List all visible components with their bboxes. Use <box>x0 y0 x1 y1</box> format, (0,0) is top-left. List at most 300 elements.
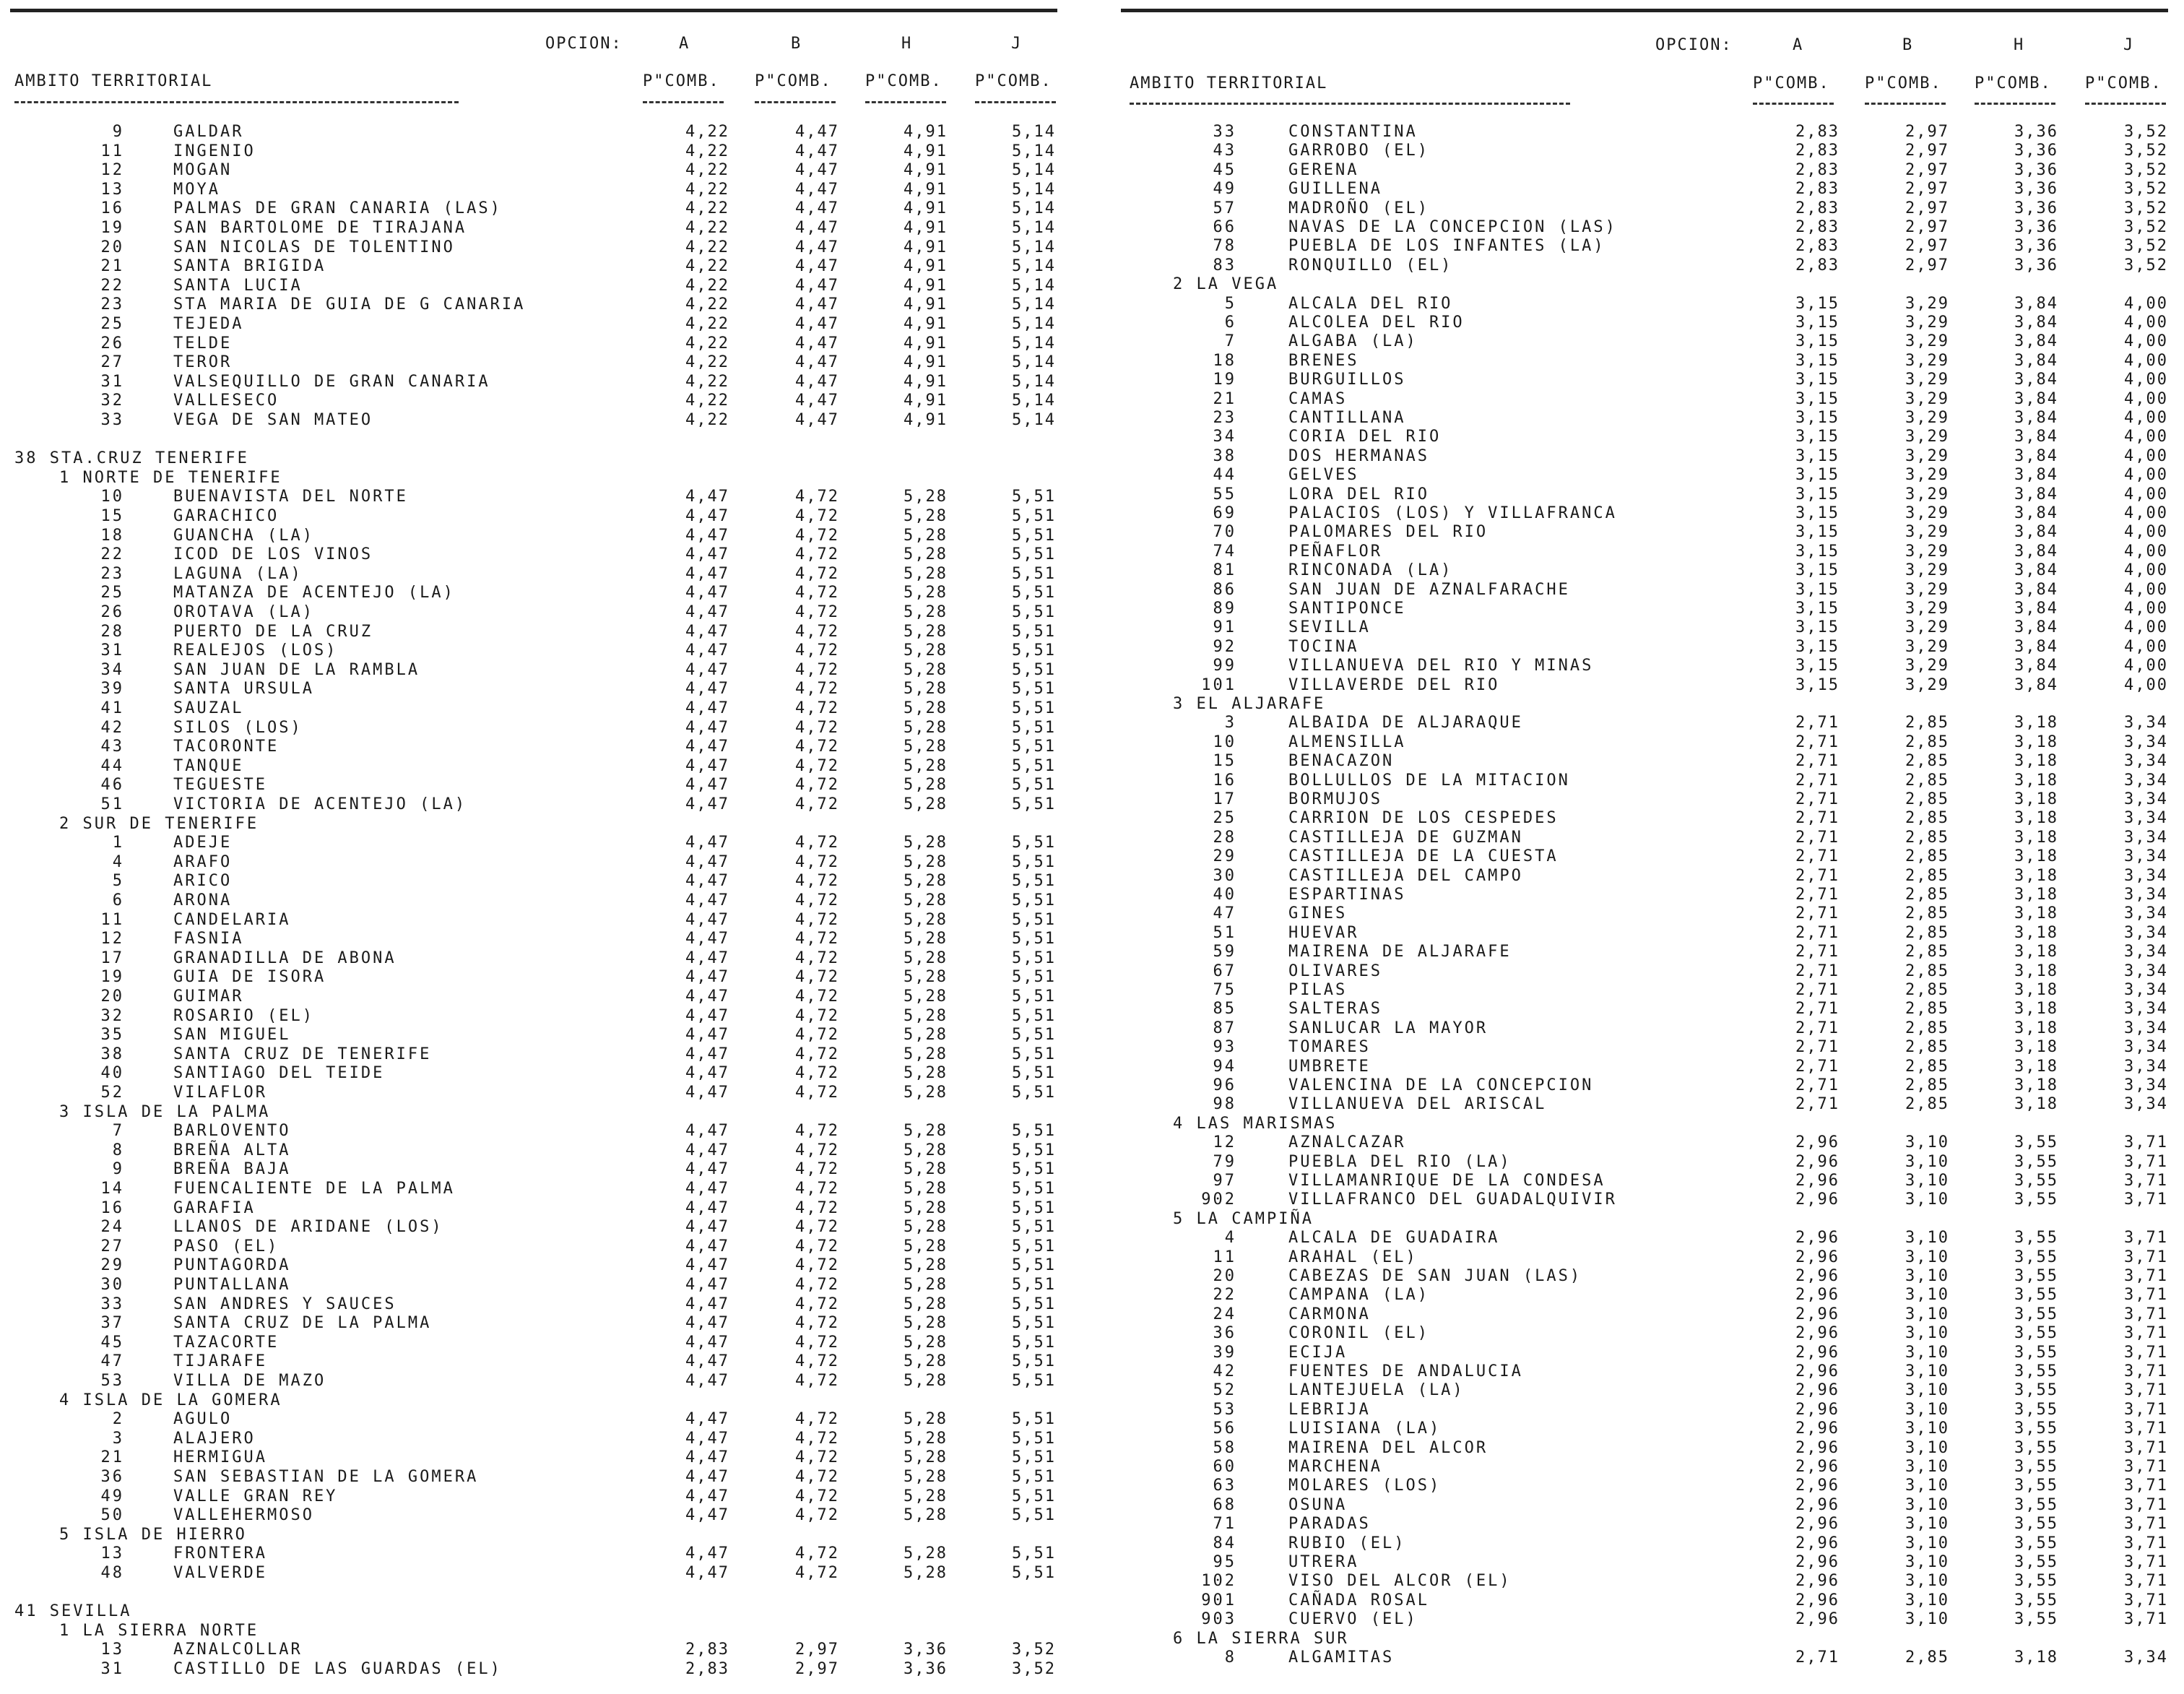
municipality-name: GUIA DE ISORA <box>173 968 326 987</box>
value-option-h: 3,55 <box>2014 1133 2058 1152</box>
municipality-code: 7 <box>112 1122 124 1141</box>
table-row <box>0 1064 1092 1083</box>
comarca-heading: 4 LAS MARISMAS <box>1173 1114 1338 1133</box>
table-row <box>0 795 1092 814</box>
municipality-code: 25 <box>100 584 124 602</box>
value-option-h: 3,55 <box>2014 1591 2058 1609</box>
value-option-j: 5,51 <box>1012 1160 1056 1179</box>
municipality-code: 83 <box>1213 256 1236 275</box>
value-option-h: 4,91 <box>904 199 948 218</box>
municipality-code: 22 <box>100 545 124 564</box>
table-row <box>1092 237 2184 256</box>
municipality-code: 20 <box>1213 1267 1236 1285</box>
municipality-code: 78 <box>1213 237 1236 256</box>
value-option-h: 5,28 <box>904 968 948 987</box>
value-option-a: 4,47 <box>685 852 729 871</box>
value-option-b: 4,47 <box>795 353 839 372</box>
municipality-name: ARICO <box>173 872 233 891</box>
table-row <box>0 1372 1092 1391</box>
value-option-j: 5,14 <box>1012 123 1056 141</box>
value-option-h: 5,28 <box>904 1487 948 1505</box>
value-option-a: 2,96 <box>1795 1458 1840 1476</box>
value-option-h: 5,28 <box>904 738 948 756</box>
value-option-j: 5,51 <box>1012 1064 1056 1083</box>
value-option-h: 3,36 <box>2014 180 2058 199</box>
col-b-underline <box>755 101 836 103</box>
table-row <box>0 1468 1092 1487</box>
value-option-a: 2,71 <box>1795 752 1840 771</box>
value-option-b: 3,29 <box>1905 580 1949 599</box>
value-option-j: 4,00 <box>2124 561 2168 580</box>
table-row <box>1092 161 2184 180</box>
municipality-name: CARRION DE LOS CESPEDES <box>1288 809 1559 828</box>
value-option-h: 5,28 <box>904 1333 948 1352</box>
col-h-label: P"COMB. <box>865 72 942 90</box>
table-row <box>1092 180 2184 199</box>
municipality-code: 22 <box>1213 1286 1236 1305</box>
table-row <box>1092 847 2184 866</box>
table-row <box>0 661 1092 680</box>
municipality-code: 40 <box>1213 886 1236 904</box>
value-option-a: 2,96 <box>1795 1591 1840 1609</box>
table-row <box>0 1007 1092 1026</box>
value-option-h: 3,84 <box>2014 351 2058 370</box>
comarca-heading: 4 ISLA DE LA GOMERA <box>59 1391 282 1409</box>
value-option-j: 5,14 <box>1012 219 1056 237</box>
municipality-name: FUENCALIENTE DE LA PALMA <box>173 1180 455 1198</box>
value-option-h: 5,28 <box>904 910 948 929</box>
municipality-name: LLANOS DE ARIDANE (LOS) <box>173 1218 443 1237</box>
value-option-h: 3,84 <box>2014 523 2058 542</box>
value-option-j: 3,71 <box>2124 1229 2168 1248</box>
value-option-a: 4,47 <box>685 1352 729 1371</box>
value-option-b: 3,10 <box>1905 1400 1949 1419</box>
table-row <box>1092 1076 2184 1095</box>
table-row <box>1092 123 2184 142</box>
value-option-a: 2,96 <box>1795 1362 1840 1380</box>
value-option-b: 3,10 <box>1905 1477 1949 1495</box>
value-option-a: 4,47 <box>685 891 729 909</box>
table-row <box>0 1544 1092 1563</box>
value-option-j: 5,51 <box>1012 1448 1056 1467</box>
option-a: A <box>1793 36 1804 54</box>
municipality-code: 33 <box>1213 123 1236 141</box>
value-option-a: 4,22 <box>685 219 729 237</box>
municipality-code: 5 <box>112 872 124 891</box>
value-option-a: 3,15 <box>1795 675 1840 694</box>
comarca-heading: 1 NORTE DE TENERIFE <box>59 468 282 487</box>
top-rule <box>10 9 1057 12</box>
municipality-code: 41 <box>100 699 124 717</box>
municipality-name: SANTA CRUZ DE LA PALMA <box>173 1314 432 1333</box>
value-option-a: 2,83 <box>1795 180 1840 199</box>
municipality-name: GARROBO (EL) <box>1288 142 1429 160</box>
municipality-code: 89 <box>1213 600 1236 618</box>
municipality-code: 56 <box>1213 1419 1236 1438</box>
table-row <box>1092 1553 2184 1572</box>
value-option-b: 4,72 <box>795 1064 839 1083</box>
value-option-a: 2,96 <box>1795 1400 1840 1419</box>
table-row <box>1092 790 2184 809</box>
value-option-a: 4,47 <box>685 564 729 583</box>
value-option-b: 4,72 <box>795 1045 839 1063</box>
table-row <box>1092 1534 2184 1553</box>
municipality-name: ADEJE <box>173 834 233 852</box>
table-row <box>1092 1248 2184 1267</box>
municipality-name: SALTERAS <box>1288 1000 1382 1019</box>
value-option-j: 3,34 <box>2124 752 2168 771</box>
table-row <box>1092 1401 2184 1419</box>
value-option-j: 5,14 <box>1012 257 1056 276</box>
value-option-j: 3,52 <box>2124 180 2168 199</box>
value-option-a: 4,47 <box>685 1410 729 1429</box>
value-option-a: 3,15 <box>1795 446 1840 465</box>
value-option-b: 2,85 <box>1905 809 1949 828</box>
value-option-j: 5,51 <box>1012 852 1056 871</box>
table-row <box>1092 752 2184 771</box>
municipality-name: CASTILLEJA DE GUZMAN <box>1288 828 1523 847</box>
municipality-code: 19 <box>100 219 124 237</box>
value-option-j: 5,51 <box>1012 1045 1056 1063</box>
value-option-a: 4,47 <box>685 1314 729 1333</box>
municipality-code: 35 <box>100 1026 124 1045</box>
value-option-b: 4,72 <box>795 1276 839 1294</box>
municipality-code: 70 <box>1213 523 1236 542</box>
municipality-code: 14 <box>100 1180 124 1198</box>
municipality-name: BOLLULLOS DE LA MITACION <box>1288 771 1570 790</box>
table-row <box>0 603 1092 622</box>
municipality-code: 8 <box>1224 1648 1236 1667</box>
value-option-b: 2,85 <box>1905 714 1949 733</box>
value-option-h: 3,84 <box>2014 580 2058 599</box>
value-option-j: 5,14 <box>1012 238 1056 256</box>
value-option-j: 3,71 <box>2124 1515 2168 1534</box>
municipality-code: 15 <box>1213 752 1236 771</box>
table-row <box>1092 428 2184 446</box>
value-option-j: 5,51 <box>1012 795 1056 813</box>
value-option-b: 3,10 <box>1905 1229 1949 1248</box>
value-option-a: 2,71 <box>1795 1076 1840 1094</box>
value-option-h: 3,18 <box>2014 809 2058 828</box>
value-option-h: 5,28 <box>904 834 948 852</box>
value-option-b: 2,85 <box>1905 752 1949 771</box>
value-option-a: 2,71 <box>1795 809 1840 828</box>
value-option-a: 4,22 <box>685 123 729 141</box>
value-option-b: 2,85 <box>1905 1076 1949 1094</box>
value-option-a: 4,22 <box>685 180 729 199</box>
value-option-b: 2,85 <box>1905 847 1949 866</box>
value-option-j: 5,51 <box>1012 1026 1056 1045</box>
value-option-a: 3,15 <box>1795 428 1840 446</box>
value-option-a: 3,15 <box>1795 466 1840 485</box>
municipality-code: 34 <box>1213 428 1236 446</box>
value-option-j: 4,00 <box>2124 542 2168 561</box>
value-option-b: 4,72 <box>795 738 839 756</box>
table-row <box>0 411 1092 430</box>
municipality-name: MOYA <box>173 180 220 199</box>
table-row <box>1092 1133 2184 1152</box>
municipality-code: 26 <box>100 334 124 353</box>
value-option-j: 3,34 <box>2124 1648 2168 1667</box>
value-option-b: 4,72 <box>795 1141 839 1159</box>
table-row <box>0 219 1092 238</box>
municipality-name: PALMAS DE GRAN CANARIA (LAS) <box>173 199 502 218</box>
value-option-b: 4,72 <box>795 1487 839 1505</box>
table-row <box>1092 1305 2184 1324</box>
value-option-b: 4,47 <box>795 199 839 218</box>
value-option-a: 2,83 <box>685 1660 729 1678</box>
municipality-name: VALSEQUILLO DE GRAN CANARIA <box>173 372 490 391</box>
municipality-name: BREÑA ALTA <box>173 1141 291 1159</box>
value-option-j: 5,51 <box>1012 545 1056 564</box>
value-option-h: 3,55 <box>2014 1572 2058 1591</box>
value-option-h: 3,36 <box>2014 142 2058 160</box>
table-row <box>0 738 1092 756</box>
municipality-code: 7 <box>1224 332 1236 351</box>
value-option-j: 3,71 <box>2124 1362 2168 1380</box>
value-option-b: 2,85 <box>1905 828 1949 847</box>
municipality-code: 32 <box>100 392 124 410</box>
value-option-a: 3,15 <box>1795 371 1840 389</box>
value-option-h: 4,91 <box>904 392 948 410</box>
municipality-name: PUERTO DE LA CRUZ <box>173 622 373 641</box>
municipality-code: 57 <box>1213 199 1236 217</box>
value-option-b: 4,72 <box>795 1429 839 1448</box>
value-option-j: 3,34 <box>2124 1076 2168 1094</box>
value-option-a: 2,96 <box>1795 1286 1840 1305</box>
value-option-h: 3,36 <box>2014 199 2058 217</box>
value-option-a: 4,47 <box>685 641 729 660</box>
table-row <box>1092 332 2184 351</box>
table-row <box>0 1352 1092 1371</box>
value-option-j: 5,51 <box>1012 834 1056 852</box>
municipality-code: 13 <box>100 180 124 199</box>
value-option-h: 5,28 <box>904 507 948 525</box>
value-option-a: 2,71 <box>1795 1038 1840 1057</box>
value-option-j: 3,34 <box>2124 790 2168 808</box>
table-row <box>0 719 1092 738</box>
municipality-code: 87 <box>1213 1019 1236 1037</box>
table-row <box>0 1448 1092 1467</box>
municipality-code: 102 <box>1201 1572 1236 1591</box>
value-option-j: 3,71 <box>2124 1133 2168 1152</box>
value-option-h: 3,55 <box>2014 1400 2058 1419</box>
municipality-code: 45 <box>1213 160 1236 179</box>
municipality-name: GALDAR <box>173 123 244 141</box>
value-option-h: 3,55 <box>2014 1477 2058 1495</box>
value-option-h: 3,18 <box>2014 1019 2058 1037</box>
municipality-name: GARACHICO <box>173 507 280 525</box>
value-option-a: 3,15 <box>1795 485 1840 504</box>
value-option-h: 3,18 <box>2014 752 2058 771</box>
municipality-name: VALENCINA DE LA CONCEPCION <box>1288 1076 1594 1094</box>
value-option-j: 3,71 <box>2124 1248 2168 1266</box>
value-option-h: 3,18 <box>2014 943 2058 961</box>
municipality-name: SANTA LUCIA <box>173 276 303 295</box>
value-option-b: 4,72 <box>795 1006 839 1025</box>
value-option-a: 4,47 <box>685 968 729 987</box>
value-option-h: 3,18 <box>2014 866 2058 885</box>
municipality-name: AZNALCAZAR <box>1288 1133 1406 1152</box>
value-option-j: 5,51 <box>1012 1333 1056 1352</box>
value-option-j: 3,34 <box>2124 886 2168 904</box>
table-row <box>0 699 1092 718</box>
table-row <box>1092 1190 2184 1209</box>
municipality-code: 47 <box>1213 904 1236 923</box>
table-row <box>0 1160 1092 1179</box>
municipality-code: 97 <box>1213 1172 1236 1190</box>
table-row <box>1092 409 2184 428</box>
value-option-a: 2,83 <box>1795 237 1840 256</box>
comarca-heading: 3 EL ALJARAFE <box>1173 695 1326 713</box>
value-option-b: 4,72 <box>795 1180 839 1198</box>
value-option-j: 5,51 <box>1012 948 1056 967</box>
table-row <box>0 834 1092 852</box>
table-row <box>1092 638 2184 657</box>
table-row <box>1092 1153 2184 1172</box>
value-option-b: 4,47 <box>795 219 839 237</box>
municipality-name: ROSARIO (EL) <box>173 1006 314 1025</box>
value-option-j: 5,51 <box>1012 1237 1056 1256</box>
table-row <box>1092 1591 2184 1610</box>
value-option-j: 3,34 <box>2124 866 2168 885</box>
municipality-code: 91 <box>1213 618 1236 637</box>
value-option-h: 3,18 <box>2014 1000 2058 1019</box>
right-page <box>1092 0 2184 1694</box>
municipality-code: 101 <box>1201 675 1236 694</box>
municipality-name: GELVES <box>1288 466 1359 485</box>
value-option-b: 2,85 <box>1905 961 1949 980</box>
municipality-name: PUNTAGORDA <box>173 1256 291 1275</box>
table-row <box>0 1314 1092 1333</box>
value-option-a: 2,71 <box>1795 1000 1840 1019</box>
municipality-code: 16 <box>1213 771 1236 790</box>
value-option-a: 2,96 <box>1795 1172 1840 1190</box>
value-option-h: 3,55 <box>2014 1438 2058 1457</box>
municipality-code: 11 <box>1213 1248 1236 1266</box>
table-row <box>0 1334 1092 1352</box>
value-option-a: 4,47 <box>685 1064 729 1083</box>
value-option-j: 3,34 <box>2124 1019 2168 1037</box>
value-option-j: 5,51 <box>1012 1006 1056 1025</box>
table-row <box>1092 657 2184 675</box>
value-option-b: 3,10 <box>1905 1190 1949 1209</box>
value-option-h: 3,84 <box>2014 314 2058 332</box>
municipality-code: 32 <box>100 1006 124 1025</box>
table-row <box>0 257 1092 276</box>
value-option-j: 3,71 <box>2124 1591 2168 1609</box>
table-row <box>0 891 1092 910</box>
table-row <box>1092 1267 2184 1286</box>
value-option-b: 4,72 <box>795 1198 839 1217</box>
municipality-name: LEBRIJA <box>1288 1400 1371 1419</box>
value-option-j: 5,51 <box>1012 1544 1056 1563</box>
option-b: B <box>1902 36 1914 54</box>
value-option-a: 2,96 <box>1795 1248 1840 1266</box>
table-row <box>0 545 1092 564</box>
value-option-j: 5,51 <box>1012 507 1056 525</box>
municipality-code: 10 <box>1213 733 1236 751</box>
value-option-a: 4,47 <box>685 1487 729 1505</box>
value-option-a: 4,47 <box>685 1026 729 1045</box>
value-option-a: 2,96 <box>1795 1610 1840 1629</box>
table-row <box>0 1141 1092 1160</box>
municipality-name: SANLUCAR LA MAYOR <box>1288 1019 1488 1037</box>
municipality-code: 42 <box>100 718 124 737</box>
value-option-j: 3,34 <box>2124 828 2168 847</box>
municipality-code: 81 <box>1213 561 1236 580</box>
municipality-name: ECIJA <box>1288 1343 1348 1362</box>
municipality-name: AZNALCOLLAR <box>173 1641 303 1659</box>
municipality-code: 2 <box>112 1410 124 1429</box>
value-option-b: 2,85 <box>1905 771 1949 790</box>
value-option-j: 3,34 <box>2124 847 2168 866</box>
value-option-a: 2,96 <box>1795 1419 1840 1438</box>
value-option-h: 5,28 <box>904 1160 948 1179</box>
value-option-a: 4,47 <box>685 660 729 679</box>
table-row <box>1092 256 2184 275</box>
value-option-b: 2,97 <box>1905 142 1949 160</box>
value-option-a: 4,47 <box>685 1198 729 1217</box>
table-row <box>1092 904 2184 923</box>
municipality-code: 50 <box>100 1506 124 1525</box>
table-row <box>0 123 1092 142</box>
municipality-name: FASNIA <box>173 930 244 948</box>
municipality-name: OROTAVA (LA) <box>173 603 314 621</box>
municipality-name: BARLOVENTO <box>173 1122 291 1141</box>
value-option-a: 3,15 <box>1795 637 1840 656</box>
municipality-name: CABEZAS DE SAN JUAN (LAS) <box>1288 1267 1582 1285</box>
table-row <box>1092 371 2184 389</box>
table-row <box>1092 543 2184 561</box>
value-option-a: 4,22 <box>685 411 729 429</box>
value-option-b: 4,72 <box>795 1468 839 1486</box>
municipality-name: DOS HERMANAS <box>1288 446 1429 465</box>
value-option-h: 3,84 <box>2014 428 2058 446</box>
value-option-j: 4,00 <box>2124 523 2168 542</box>
value-option-j: 5,51 <box>1012 1429 1056 1448</box>
table-row <box>1092 1019 2184 1038</box>
value-option-j: 5,51 <box>1012 1506 1056 1525</box>
municipality-code: 20 <box>100 988 124 1006</box>
municipality-code: 99 <box>1213 657 1236 675</box>
municipality-code: 23 <box>100 295 124 314</box>
value-option-b: 4,47 <box>795 180 839 199</box>
value-option-h: 3,84 <box>2014 600 2058 618</box>
value-option-h: 3,84 <box>2014 294 2058 313</box>
municipality-name: NAVAS DE LA CONCEPCION (LAS) <box>1288 218 1617 236</box>
value-option-h: 3,18 <box>2014 961 2058 980</box>
value-option-b: 4,72 <box>795 1256 839 1275</box>
value-option-j: 5,14 <box>1012 392 1056 410</box>
municipality-name: CUERVO (EL) <box>1288 1610 1418 1629</box>
value-option-a: 4,47 <box>685 872 729 891</box>
municipality-name: SAN NICOLAS DE TOLENTINO <box>173 238 455 256</box>
value-option-a: 4,47 <box>685 1429 729 1448</box>
value-option-b: 3,29 <box>1905 561 1949 580</box>
municipality-name: STA MARIA DE GUIA DE G CANARIA <box>173 295 526 314</box>
table-row <box>1092 1648 2184 1667</box>
table-row <box>1092 962 2184 981</box>
value-option-j: 4,00 <box>2124 675 2168 694</box>
municipality-name: FUENTES DE ANDALUCIA <box>1288 1362 1523 1380</box>
value-option-h: 3,18 <box>2014 1648 2058 1667</box>
option-h: H <box>2014 36 2025 54</box>
municipality-name: VALLESECO <box>173 392 280 410</box>
table-row <box>0 1199 1092 1218</box>
value-option-h: 3,84 <box>2014 675 2058 694</box>
table-row <box>0 1122 1092 1141</box>
